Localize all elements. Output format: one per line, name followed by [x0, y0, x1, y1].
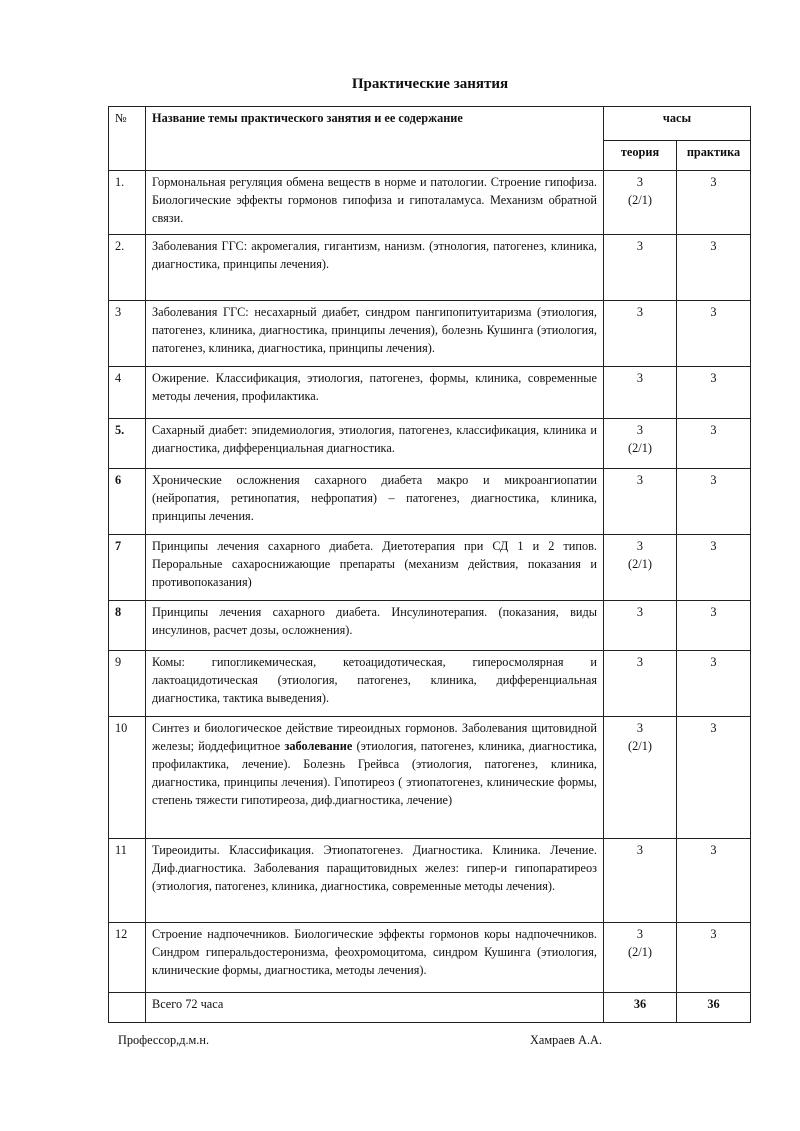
row-num: 10	[109, 717, 146, 839]
table-row	[109, 469, 751, 535]
row-theory: 3	[604, 469, 677, 535]
row-practice: 3	[677, 651, 751, 717]
table-row	[109, 651, 751, 717]
row-topic: Принципы лечения сахарного диабета. Диетотерапия при СД 1 и 2 типов. Пероральные сахароснижающие препараты (механизм действия, показания и противопоказания)	[146, 535, 604, 601]
row-topic: Заболевания ГГС: акромегалия, гигантизм, нанизм. (этнология, патогенез, клиника, диагностика, принципы лечения).	[146, 235, 604, 301]
row-practice: 3	[677, 235, 751, 301]
row-num: 7	[109, 535, 146, 601]
header-hours: часы	[604, 107, 751, 141]
row-theory: 3	[604, 235, 677, 301]
row-num: 4	[109, 367, 146, 419]
row-num: 11	[109, 839, 146, 923]
row-topic: Гормональная регуляция обмена веществ в норме и патологии. Строение гипофиза. Биологические эффекты гормонов гипофиза и гипоталамуса. Механизм обратной связи.	[146, 171, 604, 235]
row-topic: Строение надпочечников. Биологические эффекты гормонов коры надпочечников. Синдром гиперальдостеронизма, феохромоцитома, синдром Кушинга (этиология, клинические формы, диагностика, методы лечения).	[146, 923, 604, 993]
total-theory: 36	[604, 993, 677, 1023]
row-num: 3	[109, 301, 146, 367]
row-practice: 3	[677, 419, 751, 469]
row-topic: Ожирение. Классификация, этиология, патогенез, формы, клиника, современные методы лечения, профилактика.	[146, 367, 604, 419]
total-label: Всего 72 часа	[146, 993, 604, 1023]
row-topic: Комы: гипогликемическая, кетоацидотическая, гиперосмолярная и лактоацидотическая (этиология, патогенез, клиника, дифференциальная диагностика, тактика выведения).	[146, 651, 604, 717]
row-theory: 3	[604, 601, 677, 651]
row-theory: 3	[604, 367, 677, 419]
table-row	[109, 717, 751, 839]
table-row	[109, 923, 751, 993]
table-row	[109, 839, 751, 923]
row-topic: Хронические осложнения сахарного диабета макро и микроангиопатии (нейропатия, ретинопатия, нефропатия) – патогенез, диагностика, клиника, принципы лечения.	[146, 469, 604, 535]
row-practice: 3	[677, 923, 751, 993]
header-practice: практика	[677, 141, 751, 171]
row-theory: 3 (2/1)	[604, 171, 677, 235]
row-theory: 3 (2/1)	[604, 923, 677, 993]
page-title: Практические занятия	[351, 76, 509, 92]
row-num: 9	[109, 651, 146, 717]
row-practice: 3	[677, 469, 751, 535]
header-num: №	[109, 107, 146, 171]
row-num: 5.	[109, 419, 146, 469]
row-num: 6	[109, 469, 146, 535]
row-num: 8	[109, 601, 146, 651]
row-practice: 3	[677, 301, 751, 367]
row-topic: Синтез и биологическое действие тиреоидных гормонов. Заболевания щитовидной железы; йоддефицитное заболевание (этиология, патогенез, клиника, диагностика, профилактика, лечение). Болезнь Грейвса (этиология, патогенез, клиника, диагностика, принципы лечения). Гипотиреоз ( этиопатогенез, клинические формы, степень тяжести гипотиреоза, диф.диагностика, лечение)	[146, 717, 604, 839]
row-practice: 3	[677, 839, 751, 923]
row-num: 2.	[109, 235, 146, 301]
row-theory: 3 (2/1)	[604, 535, 677, 601]
row-theory: 3	[604, 839, 677, 923]
row-topic: Сахарный диабет: эпидемиология, этиология, патогенез, классификация, клиника и диагностика, дифференциальная диагностика.	[146, 419, 604, 469]
table-row	[109, 367, 751, 419]
table-row	[109, 171, 751, 235]
signature-position: Профессор,д.м.н.	[118, 1033, 210, 1047]
row-practice: 3	[677, 535, 751, 601]
table-row	[109, 235, 751, 301]
row-topic: Заболевания ГГС: несахарный диабет, синдром пангипопитуитаризма (этиология, патогенез, клиника, диагностика, принципы лечения), болезнь Кушинга (этиология, патогенез, клиника, диагностика, принципы лечения).	[146, 301, 604, 367]
row-theory: 3	[604, 301, 677, 367]
table-header-row	[109, 107, 751, 141]
table-row	[109, 419, 751, 469]
table-total-row	[109, 993, 751, 1023]
row-num: 12	[109, 923, 146, 993]
row-topic: Принципы лечения сахарного диабета. Инсулинотерапия. (показания, виды инсулинов, расчет дозы, осложнения).	[146, 601, 604, 651]
row-practice: 3	[677, 367, 751, 419]
row-theory: 3 (2/1)	[604, 717, 677, 839]
header-topic: Название темы практического занятия и ее содержание	[146, 107, 604, 171]
total-practice: 36	[677, 993, 751, 1023]
row-topic: Тиреоидиты. Классификация. Этиопатогенез. Диагностика. Клиника. Лечение. Диф.диагностика. Заболевания паращитовидных желез: гипер-и гипопаратиреоз (этиология, патогенез, клиника, диагностика, современные методы лечения).	[146, 839, 604, 923]
row-practice: 3	[677, 717, 751, 839]
row-theory: 3 (2/1)	[604, 419, 677, 469]
table-row	[109, 301, 751, 367]
table-row	[109, 535, 751, 601]
total-num	[109, 993, 146, 1023]
row-theory: 3	[604, 651, 677, 717]
row-practice: 3	[677, 171, 751, 235]
table-row	[109, 601, 751, 651]
row-practice: 3	[677, 601, 751, 651]
header-theory: теория	[604, 141, 677, 171]
row-num: 1.	[109, 171, 146, 235]
signature-name: Хамраев А.А.	[530, 1033, 602, 1047]
practical-lessons-table	[108, 106, 751, 1023]
